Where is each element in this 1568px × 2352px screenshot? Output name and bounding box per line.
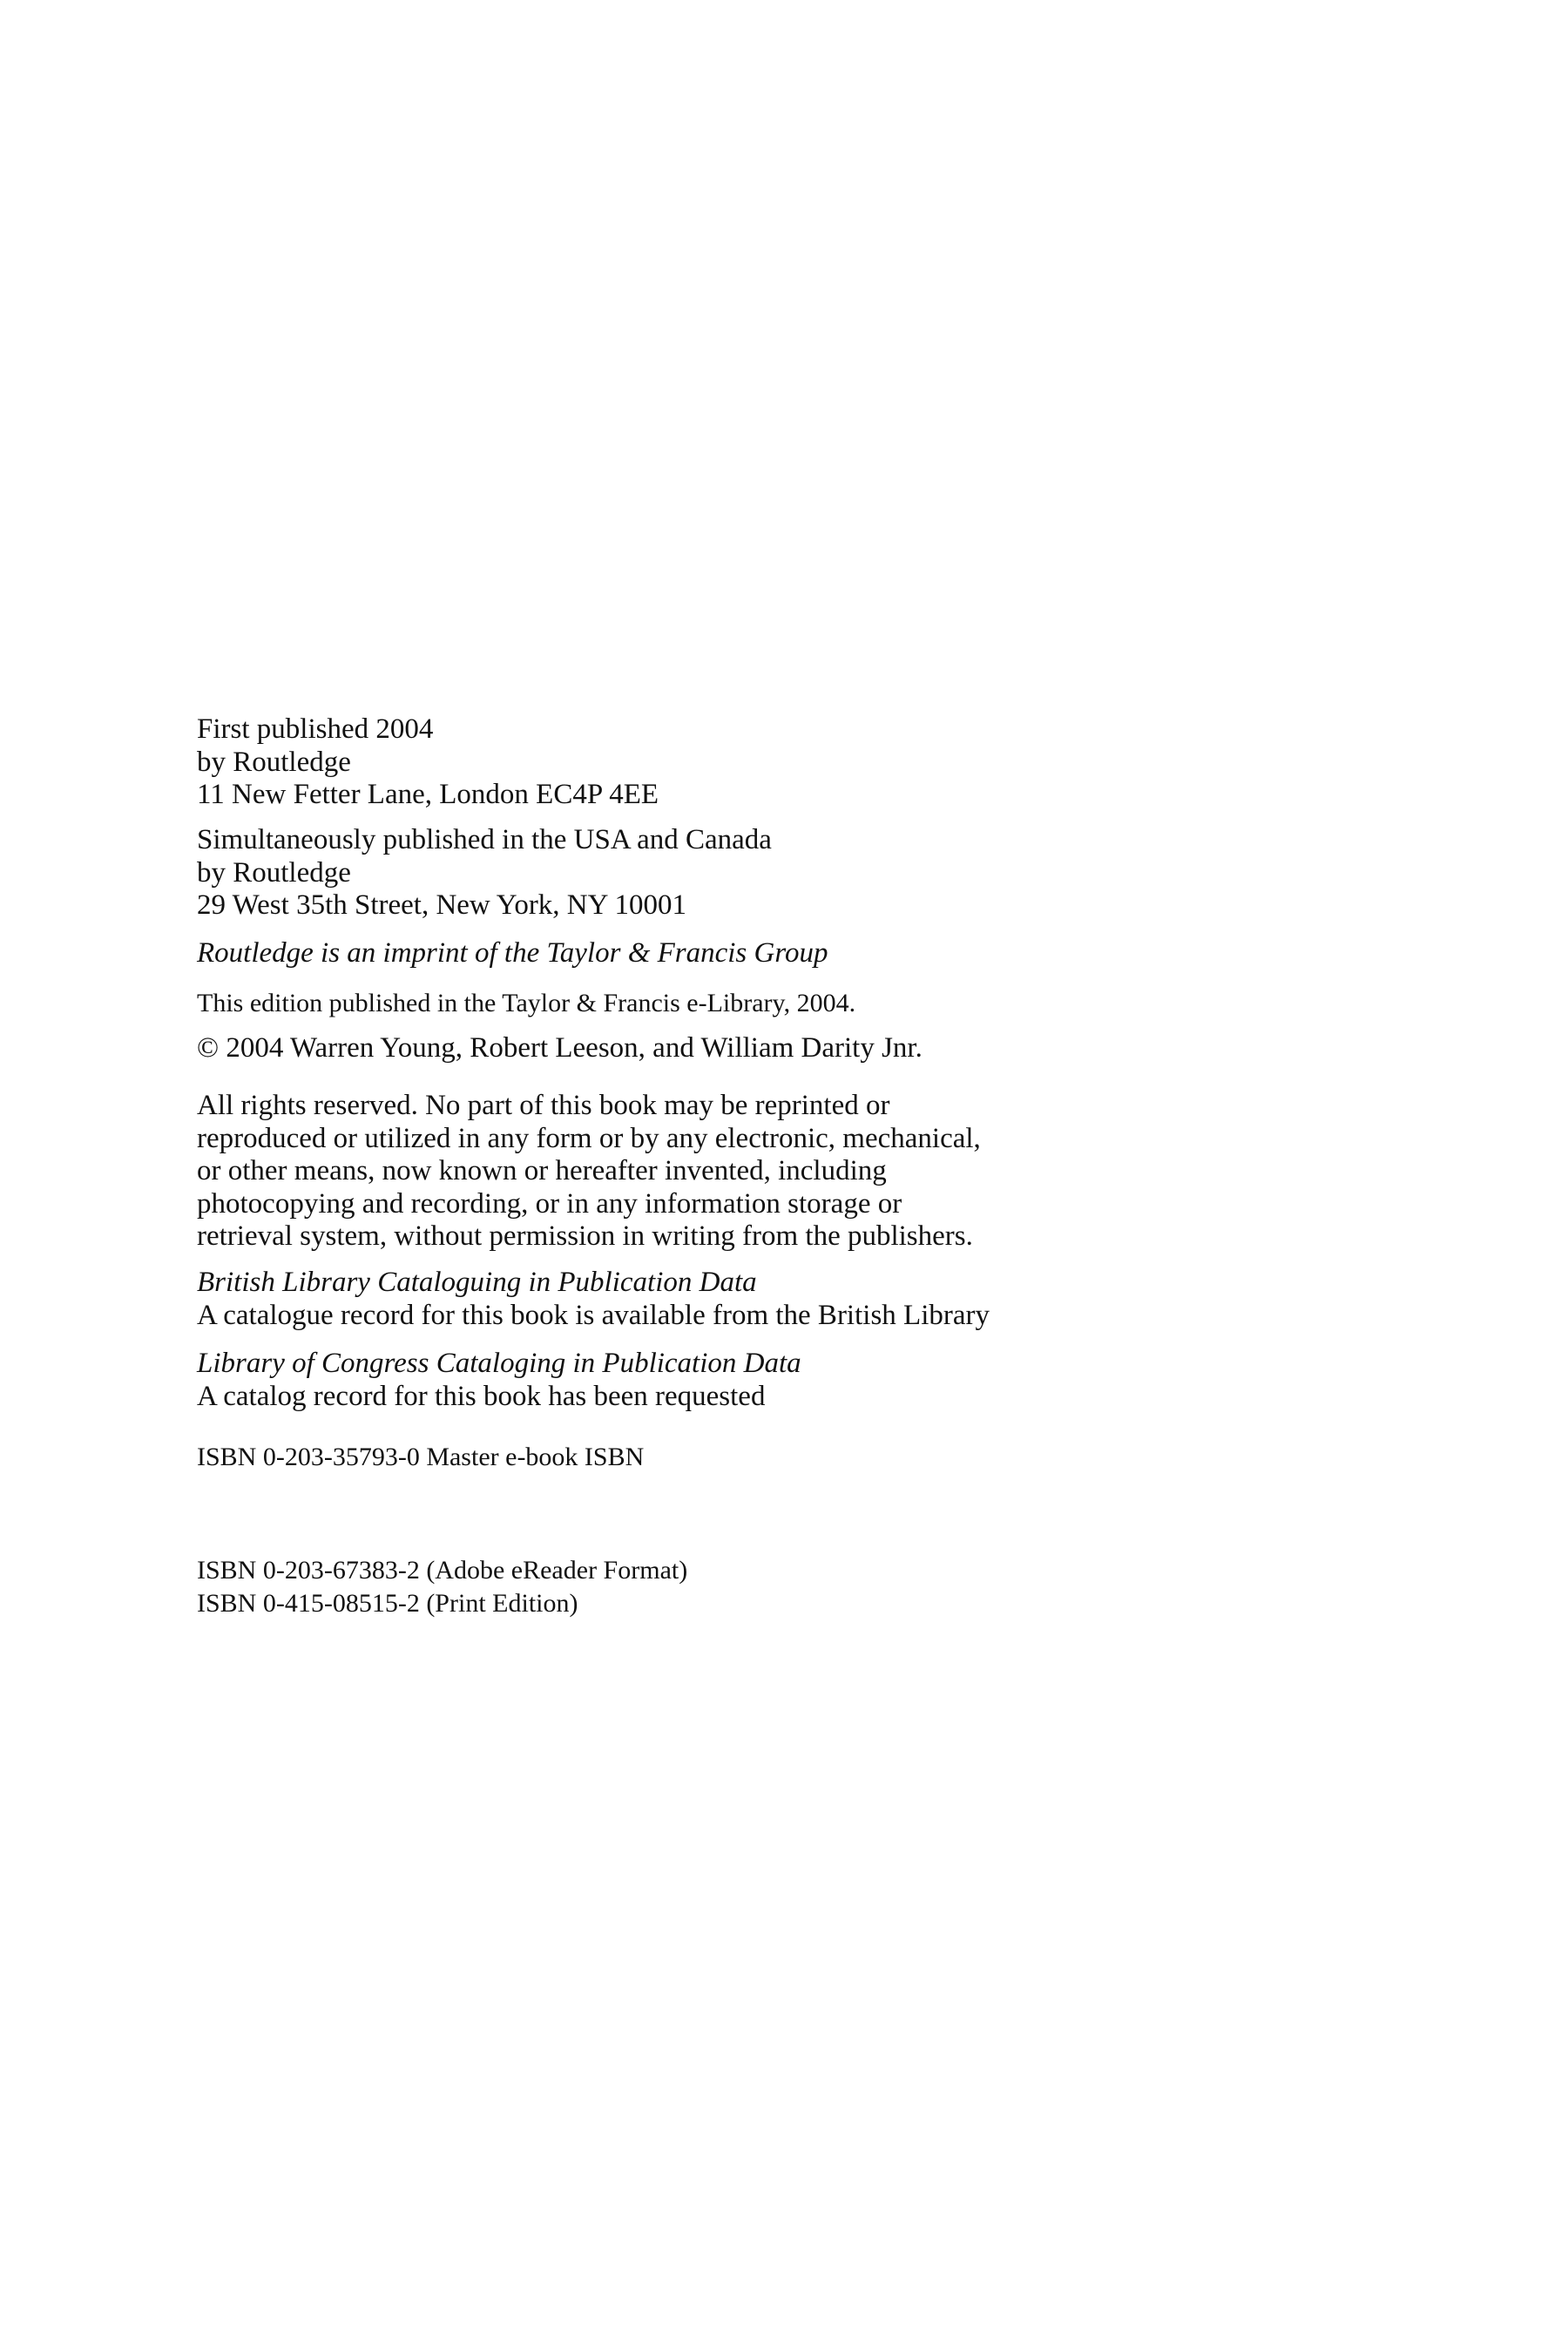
simultaneous-publication-block	[197, 824, 1329, 923]
rights-line: reproduced or utilized in any form or by any electronic, mechanical,	[197, 1122, 981, 1154]
imprint-note-block	[197, 937, 1329, 970]
edition-note: This edition published in the Taylor & Francis e-Library, 2004.	[197, 989, 856, 1017]
isbn-ereader: ISBN 0-203-67383-2 (Adobe eReader Format)	[197, 1556, 688, 1585]
library-of-congress-block	[197, 1348, 1329, 1413]
isbn-master: ISBN 0-203-35793-0 Master e-book ISBN	[197, 1443, 645, 1471]
publisher-line-us: by Routledge	[197, 856, 351, 889]
publisher-address-us: 29 West 35th Street, New York, NY 10001	[197, 889, 686, 921]
publisher-address-uk: 11 New Fetter Lane, London EC4P 4EE	[197, 779, 659, 810]
first-published-line: First published 2004	[197, 713, 434, 745]
simultaneous-line: Simultaneously published in the USA and Canada	[197, 824, 772, 855]
rights-line: retrieval system, without permission in writing from the publishers.	[197, 1220, 973, 1252]
first-published-block	[197, 713, 1329, 812]
copyright-block	[197, 1032, 1329, 1065]
publisher-line: by Routledge	[197, 746, 351, 778]
library-of-congress-heading: Library of Congress Cataloging in Publication Data	[197, 1348, 801, 1379]
rights-block	[197, 1090, 1329, 1254]
british-library-text: A catalogue record for this book is available from the British Library	[197, 1299, 990, 1331]
isbn-other-block	[197, 1554, 1329, 1619]
rights-line: photocopying and recording, or in any information storage or	[197, 1187, 902, 1220]
isbn-master-block	[197, 1441, 1329, 1474]
copyright-notice: © 2004 Warren Young, Robert Leeson, and William Darity Jnr.	[197, 1032, 923, 1064]
imprint-note: Routledge is an imprint of the Taylor & Francis Group	[197, 937, 828, 969]
library-of-congress-text: A catalog record for this book has been requested	[197, 1380, 766, 1412]
isbn-print: ISBN 0-415-08515-2 (Print Edition)	[197, 1588, 578, 1618]
rights-line: All rights reserved. No part of this book may be reprinted or	[197, 1090, 890, 1121]
british-library-heading: British Library Cataloguing in Publication Data	[197, 1267, 757, 1298]
british-library-block	[197, 1267, 1329, 1332]
rights-line: or other means, now known or hereafter invented, including	[197, 1155, 887, 1186]
edition-note-block	[197, 987, 1329, 1020]
